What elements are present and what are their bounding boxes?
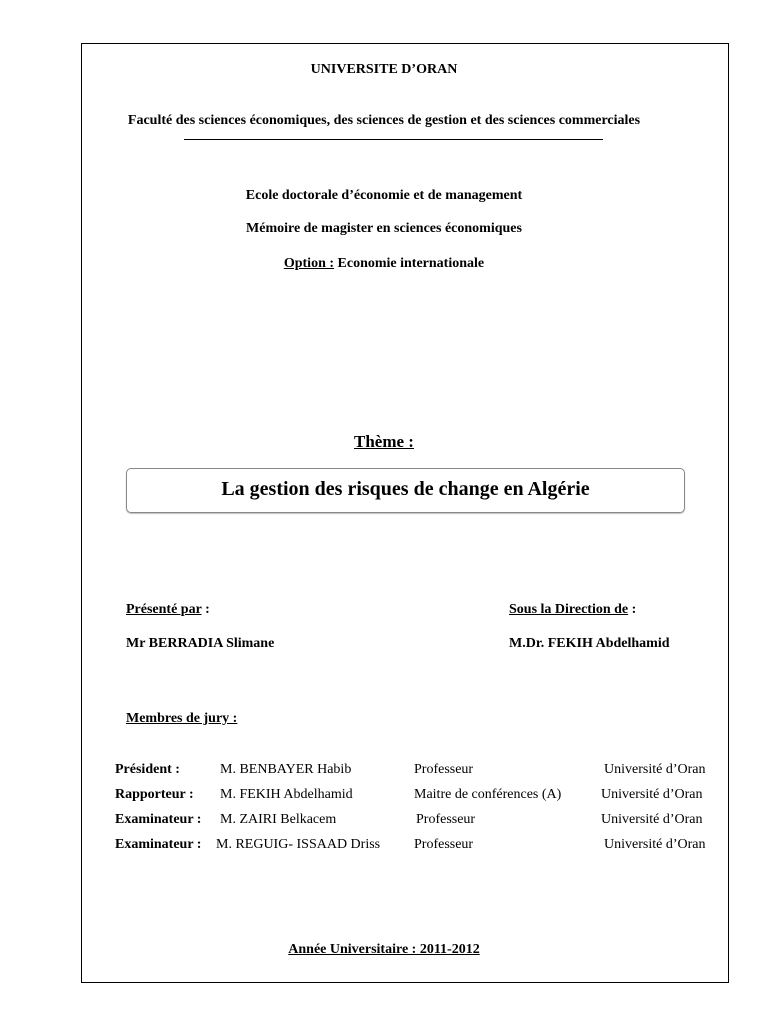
option-value: Economie internationale <box>334 256 485 271</box>
jury-name: M. REGUIG- ISSAAD Driss <box>216 837 381 852</box>
jury-row <box>0 812 768 832</box>
jury-title: Professeur <box>414 762 474 777</box>
jury-name: M. FEKIH Abdelhamid <box>220 787 353 802</box>
thesis-title: La gestion des risques de change en Algérie <box>221 478 590 500</box>
jury-label: Membres de jury : <box>126 711 238 726</box>
author-name: Mr BERRADIA Slimane <box>126 636 275 651</box>
jury-row <box>0 787 768 807</box>
academic-year: Année Universitaire : 2011-2012 <box>288 942 480 957</box>
university-title: UNIVERSITE D’ORAN <box>310 62 458 77</box>
option-line <box>0 256 768 272</box>
jury-name: M. ZAIRI Belkacem <box>220 812 337 827</box>
jury-title: Professeur <box>414 837 474 852</box>
option-label: Option : <box>283 256 335 271</box>
direction-colon: : <box>628 602 637 617</box>
jury-institution: Université d’Oran <box>601 787 703 802</box>
presented-by-colon: : <box>201 602 210 617</box>
theme-box <box>126 468 685 513</box>
jury-institution: Université d’Oran <box>601 812 703 827</box>
jury-role: Président : <box>115 762 180 777</box>
jury-role: Rapporteur : <box>115 787 194 802</box>
direction-label <box>509 602 636 618</box>
jury-role: Examinateur : <box>115 837 202 852</box>
degree-title: Mémoire de magister en sciences économiques <box>246 221 522 236</box>
jury-title: Maitre de conférences (A) <box>414 787 562 802</box>
jury-row <box>0 837 768 857</box>
jury-name: M. BENBAYER Habib <box>220 762 352 777</box>
jury-title: Professeur <box>416 812 476 827</box>
jury-institution: Université d’Oran <box>604 837 706 852</box>
header-divider <box>184 139 603 140</box>
supervisor-name: M.Dr. FEKIH Abdelhamid <box>509 636 670 651</box>
faculty-title: Faculté des sciences économiques, des sciences de gestion et des sciences commerciales <box>127 113 641 128</box>
theme-label: Thème : <box>354 432 414 451</box>
presented-by-text: Présenté par <box>126 602 202 617</box>
jury-institution: Université d’Oran <box>604 762 706 777</box>
presented-by-label <box>126 602 210 618</box>
jury-role: Examinateur : <box>115 812 202 827</box>
doctoral-school: Ecole doctorale d’économie et de management <box>245 188 523 203</box>
jury-row <box>0 762 768 782</box>
direction-text: Sous la Direction de <box>509 602 629 617</box>
